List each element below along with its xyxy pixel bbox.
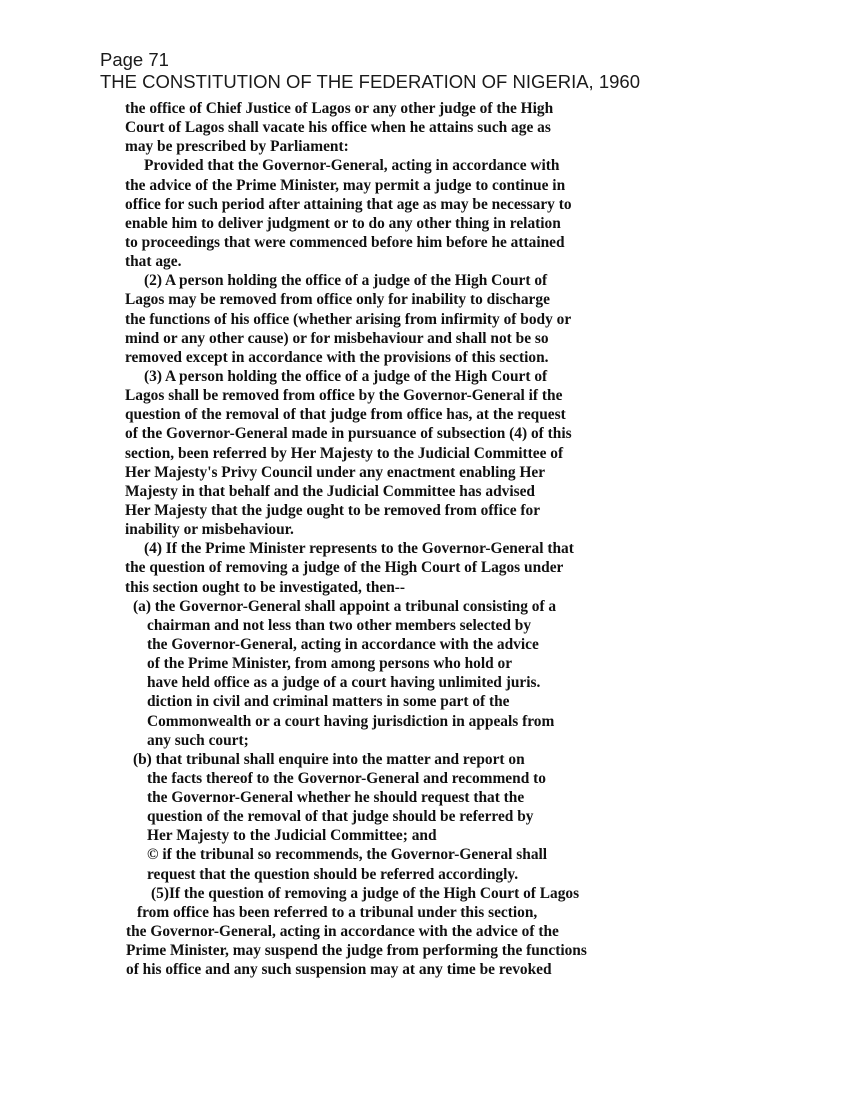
- text-line: the office of Chief Justice of Lagos or any other judge of the High: [125, 100, 554, 117]
- text-line: to proceedings that were commenced before him before he attained: [125, 233, 565, 251]
- text-line: of his office and any such suspension may at any time be revoked: [126, 961, 552, 979]
- text-line: this section ought to be investigated, then--: [125, 578, 406, 596]
- text-line: request that the question should be referred accordingly.: [147, 865, 519, 883]
- text-line: the functions of his office (whether arising from infirmity of body or: [125, 310, 572, 328]
- text-line: office for such period after attaining that age as may be necessary to: [125, 195, 572, 213]
- text-line: any such court;: [147, 731, 249, 749]
- text-line: Her Majesty to the Judicial Committee; and: [147, 827, 437, 845]
- text-line: diction in civil and criminal matters in some part of the: [147, 693, 510, 711]
- text-line: the Governor-General, acting in accordance with the advice of the: [126, 923, 559, 941]
- page-header: [100, 49, 640, 93]
- text-line: the Governor-General, acting in accordance with the advice: [147, 635, 539, 653]
- text-line: may be prescribed by Parliament:: [125, 138, 349, 156]
- text-line: have held office as a judge of a court having unlimited juris.: [147, 674, 541, 692]
- text-line: the question of removing a judge of the High Court of Lagos under: [125, 559, 564, 577]
- document-body: [0, 99, 851, 979]
- text-line: Lagos shall be removed from office by the Governor-General if the: [125, 387, 563, 405]
- text-line: (5)If the question of removing a judge of the High Court of Lagos: [151, 884, 580, 902]
- text-line: the Governor-General whether he should request that the: [147, 789, 525, 807]
- text-line: from office has been referred to a tribunal under this section,: [137, 903, 538, 921]
- text-line: (2) A person holding the office of a judge of the High Court of: [144, 272, 548, 290]
- text-line: inability or misbehaviour.: [125, 521, 294, 539]
- text-line: Her Majesty that the judge ought to be removed from office for: [125, 501, 541, 519]
- text-line: Commonwealth or a court having jurisdiction in appeals from: [147, 712, 555, 730]
- text-line: Lagos may be removed from office only for inability to discharge: [125, 291, 550, 309]
- text-line: Provided that the Governor-General, acting in accordance with: [144, 157, 560, 175]
- text-line: mind or any other cause) or for misbehaviour and shall not be so: [125, 329, 549, 347]
- text-line: the advice of the Prime Minister, may permit a judge to continue in: [125, 176, 566, 194]
- text-line: that age.: [125, 253, 182, 271]
- text-line: removed except in accordance with the provisions of this section.: [125, 348, 549, 366]
- text-line: of the Governor-General made in pursuance of subsection (4) of this: [125, 425, 572, 443]
- text-line: Her Majesty's Privy Council under any enactment enabling Her: [125, 463, 546, 481]
- text-line: question of the removal of that judge should be referred by: [147, 808, 534, 826]
- page-number: Page 71: [100, 49, 169, 70]
- text-line: the facts thereof to the Governor-General and recommend to: [147, 769, 546, 787]
- text-line: (3) A person holding the office of a judge of the High Court of: [144, 367, 548, 385]
- text-line: Court of Lagos shall vacate his office when he attains such age as: [125, 119, 551, 137]
- text-line: (a) the Governor-General shall appoint a tribunal consisting of a: [133, 597, 557, 615]
- text-line: © if the tribunal so recommends, the Governor-General shall: [147, 846, 548, 864]
- text-line: Majesty in that behalf and the Judicial Committee has advised: [125, 482, 535, 500]
- document-title: THE CONSTITUTION OF THE FEDERATION OF NIGERIA, 1960: [100, 71, 640, 92]
- text-line: enable him to deliver judgment or to do any other thing in relation: [125, 214, 561, 232]
- text-line: chairman and not less than two other members selected by: [147, 616, 532, 634]
- text-line: section, been referred by Her Majesty to the Judicial Committee of: [125, 444, 564, 462]
- text-line: Prime Minister, may suspend the judge from performing the functions: [126, 942, 587, 960]
- text-line: (b) that tribunal shall enquire into the matter and report on: [133, 750, 525, 768]
- text-line: (4) If the Prime Minister represents to the Governor-General that: [144, 540, 574, 558]
- text-line: question of the removal of that judge from office has, at the request: [125, 406, 566, 424]
- text-line: of the Prime Minister, from among persons who hold or: [147, 655, 513, 673]
